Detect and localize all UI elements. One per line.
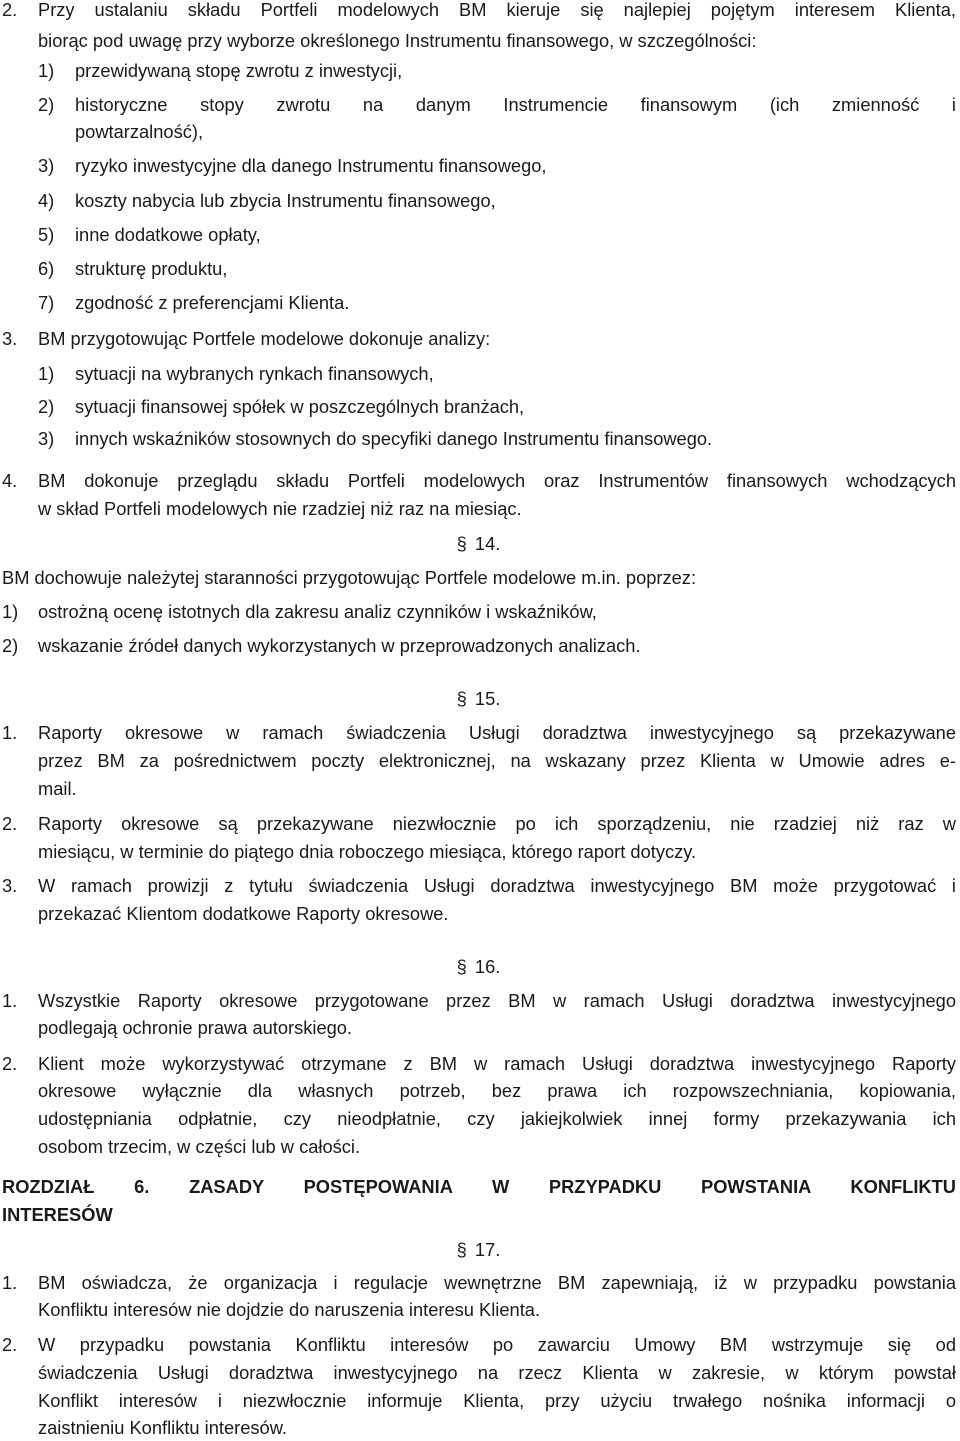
list-item (0, 425, 960, 452)
item-number: 1) (38, 60, 55, 81)
section-sign: § (456, 1239, 467, 1260)
section-number: 15. (474, 688, 501, 709)
list-item (0, 360, 960, 387)
list-item (0, 1050, 960, 1077)
point-text-line: osobom trzecim, w części lub w całości. (38, 1136, 361, 1157)
point-number: 4. (2, 470, 18, 491)
list-item (0, 632, 960, 659)
point-text-line: W ramach prowizji z tytułu świadczenia Usługi doradztwa inwestycyjnego BM może przygotować i (38, 875, 956, 896)
point-text-line: Konfliktu interesów nie dojdzie do naruszenia interesu Klienta. (38, 1299, 541, 1320)
point-text-line: w skład Portfeli modelowych nie rzadziej niż raz na miesiąc. (38, 498, 522, 519)
point-number: 2. (2, 813, 18, 834)
item-text: sytuacji finansowej spółek w poszczególnych branżach, (75, 396, 525, 417)
point-text-line: Przy ustalaniu składu Portfeli modelowych BM kieruje się najlepiej pojętym interesem Klienta, (38, 0, 956, 20)
item-text: inne dodatkowe opłaty, (75, 224, 261, 245)
section-intro: BM dochowuje należytej staranności przygotowując Portfele modelowe m.in. poprzez: (2, 567, 697, 588)
item-number: 1) (38, 363, 55, 384)
point-text-line: Raporty okresowe w ramach świadczenia Usługi doradztwa inwestycyjnego są przekazywane (38, 722, 956, 743)
item-text: ryzyko inwestycyjne dla danego Instrumentu finansowego, (75, 155, 547, 176)
item-number: 2) (38, 396, 55, 417)
point-number: 1. (2, 722, 18, 743)
point-text-line: przez BM za pośrednictwem poczty elektronicznej, na wskazany przez Klienta w Umowie adres e- (38, 750, 956, 771)
point-text-line: BM dokonuje przeglądu składu Portfeli modelowych oraz Instrumentów finansowych wchodzących (38, 470, 956, 491)
chapter-title-line: INTERESÓW (2, 1204, 113, 1225)
point-text-line: Wszystkie Raporty okresowe przygotowane przez BM w ramach Usługi doradztwa inwestycyjnego (38, 990, 956, 1011)
point-number: 2. (2, 1053, 18, 1074)
point-number: 2. (2, 0, 18, 20)
item-text: powtarzalność), (75, 121, 204, 142)
list-item (0, 810, 960, 837)
section-heading (0, 685, 960, 712)
point-text-line: przekazać Klientom dodatkowe Raporty okresowe. (38, 903, 449, 924)
item-number: 3) (38, 428, 55, 449)
section-sign: § (456, 688, 467, 709)
list-item (0, 91, 960, 118)
point-number: 3. (2, 328, 18, 349)
list-item (0, 719, 960, 746)
point-text-line: podlegają ochronie prawa autorskiego. (38, 1017, 353, 1038)
section-heading (0, 530, 960, 557)
list-item (0, 221, 960, 248)
point-number: 3. (2, 875, 18, 896)
point-number: 1. (2, 990, 18, 1011)
item-number: 3) (38, 155, 55, 176)
point-text-line: mail. (38, 778, 77, 799)
point-text-line: zaistnieniu Konfliktu interesów. (38, 1417, 287, 1438)
section-heading (0, 1236, 960, 1263)
point-text-line: okresowe wyłącznie dla własnych potrzeb, bez prawa ich rozpowszechniania, kopiowania, (38, 1080, 956, 1101)
item-number: 5) (38, 224, 55, 245)
point-text-line: miesiącu, w terminie do piątego dnia roboczego miesiąca, którego raport dotyczy. (38, 841, 697, 862)
point-text-line: BM oświadcza, że organizacja i regulacje wewnętrzne BM zapewniają, iż w przypadku powstania (38, 1272, 956, 1293)
item-number: 1) (2, 601, 19, 622)
section-sign: § (456, 533, 467, 554)
point-text-line: biorąc pod uwagę przy wyborze określonego Instrumentu finansowego, w szczególności: (38, 30, 757, 51)
item-text: zgodność z preferencjami Klienta. (75, 292, 350, 313)
section-sign: § (456, 956, 467, 977)
list-item (0, 872, 960, 899)
list-item (0, 1269, 960, 1296)
item-text: innych wskaźników stosownych do specyfiki danego Instrumentu finansowego. (75, 428, 713, 449)
list-item (0, 1331, 960, 1358)
item-number: 7) (38, 292, 55, 313)
section-number: 16. (474, 956, 501, 977)
list-item (0, 289, 960, 316)
point-text-line: udostępniania odpłatnie, czy nieodpłatnie, czy jakiejkolwiek innej formy przekazywania ich (38, 1108, 956, 1129)
list-item (0, 255, 960, 282)
item-text: strukturę produktu, (75, 258, 228, 279)
point-text-line: Raporty okresowe są przekazywane niezwłocznie po ich sporządzeniu, nie rzadziej niż raz w (38, 813, 956, 834)
item-text: ostrożną ocenę istotnych dla zakresu analiz czynników i wskaźników, (38, 601, 597, 622)
list-item (0, 152, 960, 179)
point-text-line: BM przygotowując Portfele modelowe dokonuje analizy: (38, 328, 491, 349)
point-number: 1. (2, 1272, 18, 1293)
section-heading (0, 953, 960, 980)
item-number: 2) (38, 94, 55, 115)
item-text: koszty nabycia lub zbycia Instrumentu finansowego, (75, 190, 496, 211)
point-number: 2. (2, 1334, 18, 1355)
point-text-line: świadczenia Usługi doradztwa inwestycyjnego na rzecz Klienta w zakresie, w którym powstał (38, 1362, 956, 1383)
point-text-line: W przypadku powstania Konfliktu interesów po zawarciu Umowy BM wstrzymuje się od (38, 1334, 956, 1355)
section-number: 17. (474, 1239, 501, 1260)
list-item (0, 987, 960, 1014)
list-item (0, 598, 960, 625)
list-item (0, 393, 960, 420)
item-text: wskazanie źródeł danych wykorzystanych w przeprowadzonych analizach. (38, 635, 641, 656)
chapter-title-line: ROZDZIAŁ 6. ZASADY POSTĘPOWANIA W PRZYPADKU POWSTANIA KONFLIKTU (2, 1176, 956, 1197)
item-number: 2) (2, 635, 19, 656)
item-number: 6) (38, 258, 55, 279)
list-item (0, 187, 960, 214)
item-number: 4) (38, 190, 55, 211)
item-text: historyczne stopy zwrotu na danym Instrumencie finansowym (ich zmienność i (75, 94, 956, 115)
point-text-line: Konflikt interesów i niezwłocznie informuje Klienta, przy użyciu trwałego nośnika informacji o (38, 1390, 956, 1411)
point-text-line: Klient może wykorzystywać otrzymane z BM w ramach Usługi doradztwa inwestycyjnego Raporty (38, 1053, 956, 1074)
section-number: 14. (474, 533, 501, 554)
item-text: przewidywaną stopę zwrotu z inwestycji, (75, 60, 403, 81)
list-item (0, 57, 960, 84)
item-text: sytuacji na wybranych rynkach finansowych, (75, 363, 434, 384)
